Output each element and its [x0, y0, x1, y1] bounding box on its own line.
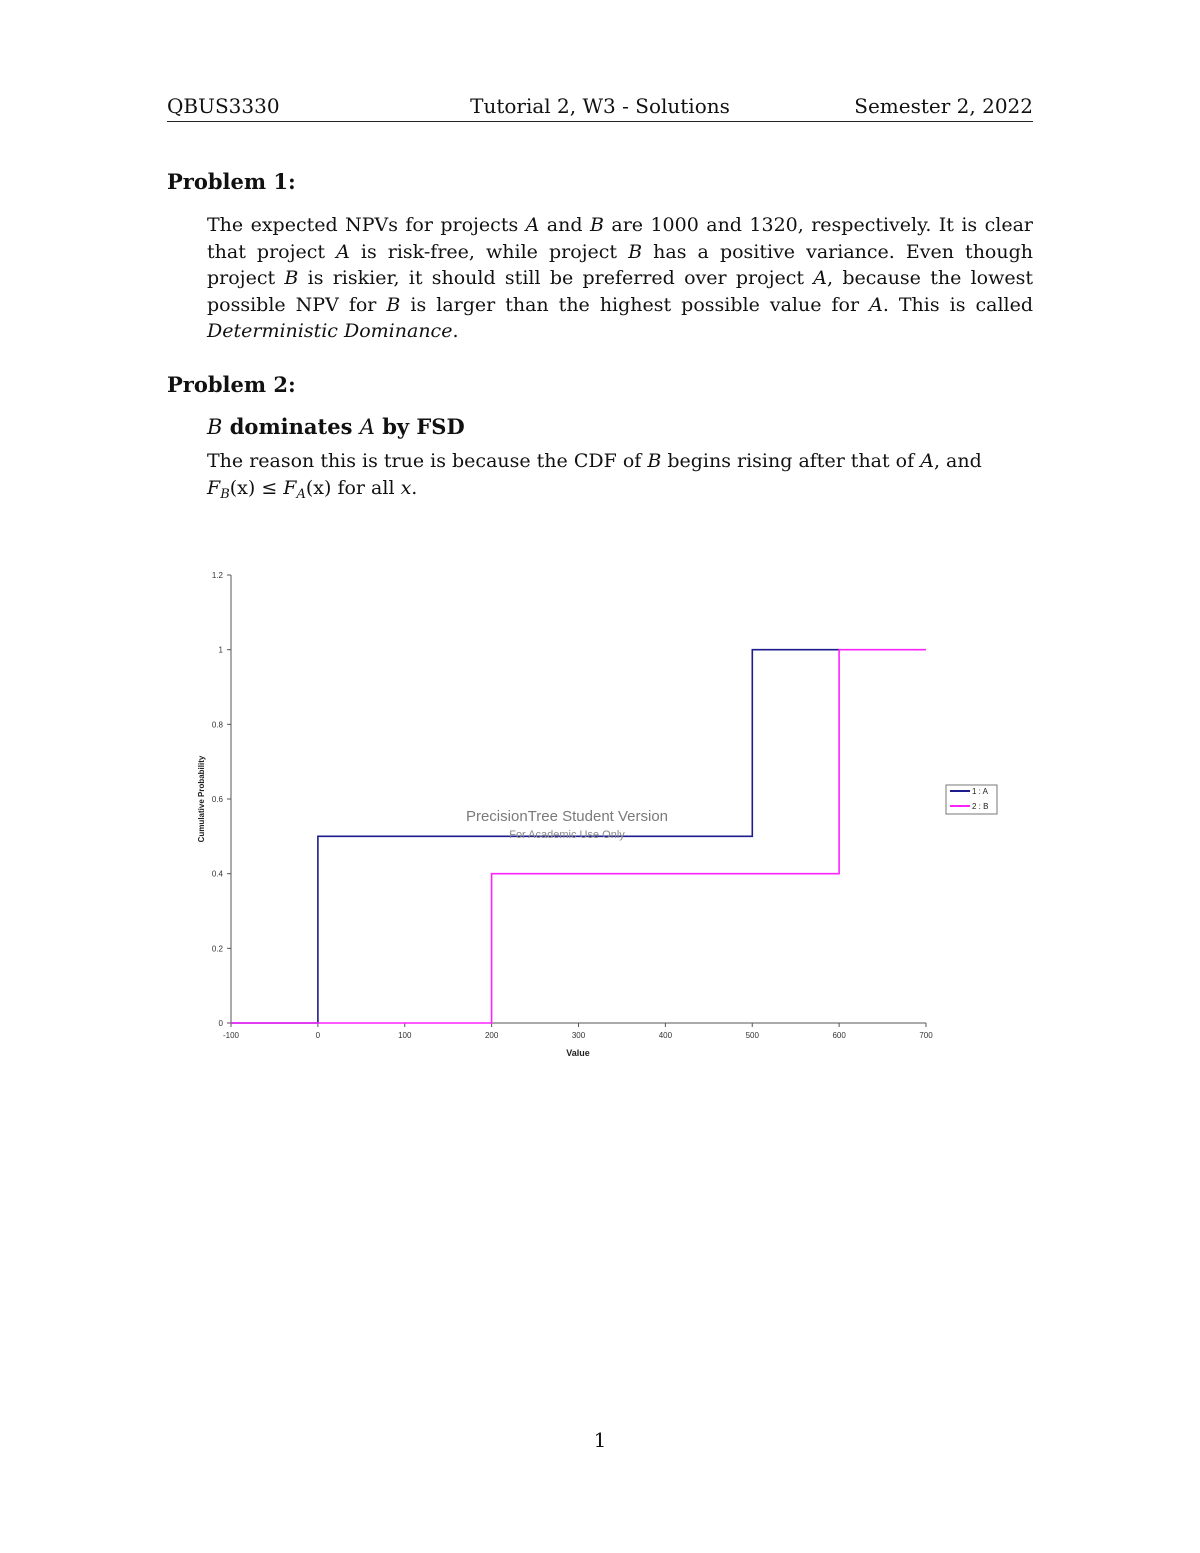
- problem-1-title: Problem 1:: [167, 169, 296, 194]
- y-tick-label: 0.2: [211, 944, 223, 954]
- header-document-title: Tutorial 2, W3 - Solutions: [470, 94, 730, 118]
- x-axis-label: Value: [566, 1048, 590, 1058]
- y-tick-label: 0.4: [211, 869, 223, 879]
- problem-1-paragraph: The expected NPVs for projects A and B are 1000 and 1320, respectively. It is clear that project A is risk-free, while project B has a positive variance. Even though project B is riskier, it should still be preferred over project A, because the lowest possible NPV for B is larger than the highest possible value for A. This is called Deterministic Dominance.: [207, 214, 1033, 343]
- x-tick-label: 700: [919, 1031, 933, 1040]
- y-tick-label: 1: [218, 645, 223, 655]
- x-tick-label: 100: [398, 1031, 412, 1040]
- legend-label-a: 1 : A: [972, 787, 989, 796]
- chart-watermark-sub: For Academic Use Only: [509, 829, 625, 841]
- x-tick-label: 200: [484, 1031, 499, 1040]
- problem-2-paragraph: The reason this is true is because the CDF of B begins rising after that of A, and $F_B(x) \le F_A(x)$ for all x.: [207, 450, 982, 503]
- y-axis-label: Cumulative Probability: [197, 755, 206, 843]
- x-tick-label: 600: [832, 1031, 846, 1040]
- y-tick-label: 0.6: [211, 795, 223, 804]
- y-tick-label: 0: [218, 1019, 223, 1028]
- y-tick-label: 0.8: [211, 720, 223, 730]
- x-tick-label: 500: [745, 1031, 759, 1040]
- fsd-inequality: $F_B(x) \le F_A(x)$: [207, 476, 332, 503]
- x-tick-label: 300: [571, 1031, 586, 1040]
- page-number: 1: [593, 1428, 607, 1452]
- problem-2-heading: B dominates A by FSD: [207, 414, 465, 439]
- x-tick-label: 0: [315, 1031, 321, 1040]
- legend-label-b: 2 : B: [972, 802, 989, 811]
- x-tick-label: 400: [658, 1031, 673, 1040]
- chart-legend: [946, 785, 997, 814]
- x-tick-label: -100: [222, 1031, 240, 1040]
- problem-2-title: Problem 2:: [167, 372, 296, 397]
- header-course-code: QBUS3330: [167, 94, 280, 118]
- header-semester: Semester 2, 2022: [854, 94, 1033, 118]
- chart-watermark: PrecisionTree Student Version: [465, 808, 669, 825]
- y-tick-label: 1.2: [211, 571, 223, 580]
- deterministic-dominance-term: Deterministic Dominance: [207, 320, 453, 343]
